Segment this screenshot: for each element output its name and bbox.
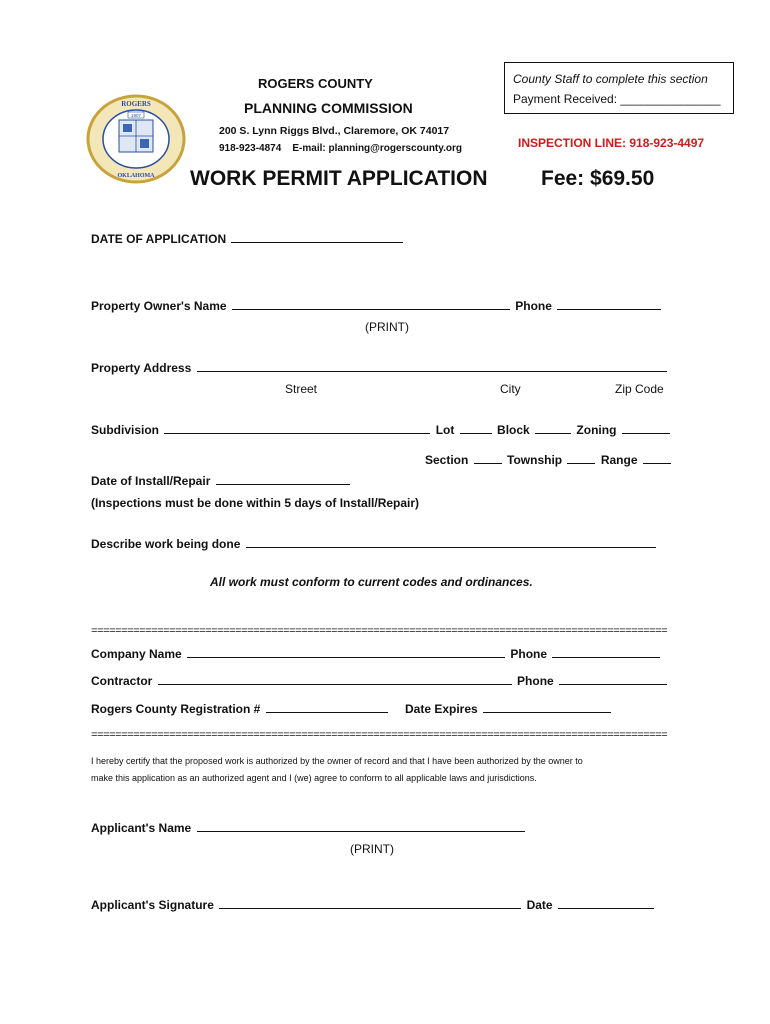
company-name-label: Company Name: [91, 647, 182, 661]
owner-print-hint: (PRINT): [365, 320, 409, 334]
applicant-name-row: [91, 820, 527, 835]
company-name-field[interactable]: [187, 646, 505, 658]
applicant-name-label: Applicant's Name: [91, 821, 192, 835]
contractor-phone-label: Phone: [517, 674, 554, 688]
describe-label: Describe work being done: [91, 537, 241, 551]
date-expires-label: Date Expires: [405, 702, 478, 716]
signature-date-field[interactable]: [558, 897, 654, 909]
registration-label: Rogers County Registration #: [91, 702, 261, 716]
company-phone-label: Phone: [510, 647, 548, 661]
range-label: Range: [600, 453, 638, 467]
contractor-row: [91, 673, 669, 688]
codes-note: All work must conform to current codes and ordinances.: [210, 575, 533, 589]
property-address-label: Property Address: [91, 361, 192, 375]
registration-row: [91, 701, 390, 716]
range-field[interactable]: [643, 452, 671, 464]
certify-line-1: I hereby certify that the proposed work is authorized by the owner of record and that I have been authorized by the owner to: [91, 756, 583, 766]
separator-bottom: ================================================================================================: [91, 730, 668, 742]
contractor-phone-field[interactable]: [559, 673, 667, 685]
contractor-label: Contractor: [91, 674, 153, 688]
owner-name-label: Property Owner's Name: [91, 299, 227, 313]
block-field[interactable]: [535, 422, 571, 434]
township-label: Township: [507, 453, 563, 467]
subdivision-field[interactable]: [164, 422, 430, 434]
owner-phone-label: Phone: [515, 299, 552, 313]
seal-year: 1907: [130, 113, 142, 118]
section-row: [425, 452, 673, 467]
registration-field[interactable]: [266, 701, 388, 713]
org-contact: 918-923-4874 E-mail: planning@rogerscounty.org: [219, 143, 462, 154]
applicant-signature-label: Applicant's Signature: [91, 898, 214, 912]
describe-row: [91, 536, 658, 551]
county-seal-logo: [86, 94, 186, 184]
owner-phone-field[interactable]: [557, 298, 661, 310]
date-of-application-row: [91, 231, 405, 246]
inspection-line: INSPECTION LINE: 918-923-4497: [518, 136, 705, 150]
section-label: Section: [425, 453, 469, 467]
date-of-application-field[interactable]: [231, 231, 403, 243]
date-install-label: Date of Install/Repair: [91, 474, 211, 488]
signature-date-label: Date: [526, 898, 553, 912]
lot-field[interactable]: [460, 422, 492, 434]
payment-received-label: Payment Received: _______________: [513, 92, 721, 106]
contractor-field[interactable]: [158, 673, 512, 685]
org-name: ROGERS COUNTY: [258, 76, 373, 91]
date-expires-row: [405, 701, 613, 716]
applicant-print-hint: (PRINT): [350, 842, 394, 856]
property-address-field[interactable]: [197, 360, 667, 372]
subdivision-row: [91, 422, 672, 437]
date-install-field[interactable]: [216, 473, 350, 485]
street-hint: Street: [285, 382, 318, 396]
page-title: WORK PERMIT APPLICATION: [190, 167, 488, 190]
lot-label: Lot: [435, 423, 455, 437]
company-row: [91, 646, 662, 661]
applicant-name-field[interactable]: [197, 820, 525, 832]
zip-hint: Zip Code: [615, 382, 664, 396]
owner-name-field[interactable]: [232, 298, 510, 310]
section-field[interactable]: [474, 452, 502, 464]
county-staff-box: [504, 62, 734, 114]
zoning-label: Zoning: [576, 423, 617, 437]
date-install-row: [91, 473, 352, 488]
certify-line-2: make this application as an authorized agent and I (we) agree to conform to all applicable laws and jurisdictions.: [91, 773, 537, 783]
company-phone-field[interactable]: [552, 646, 660, 658]
org-address: 200 S. Lynn Riggs Blvd., Claremore, OK 74017: [219, 125, 450, 137]
township-field[interactable]: [567, 452, 595, 464]
date-expires-field[interactable]: [483, 701, 611, 713]
applicant-signature-row: [91, 897, 656, 912]
city-hint: City: [500, 382, 521, 396]
org-department: PLANNING COMMISSION: [244, 100, 413, 116]
date-of-application-label: DATE OF APPLICATION: [91, 232, 227, 246]
inspection-note: (Inspections must be done within 5 days of Install/Repair): [91, 496, 420, 510]
applicant-signature-field[interactable]: [219, 897, 521, 909]
separator-top: ================================================================================================: [91, 626, 668, 638]
fee-label: Fee: $69.50: [541, 167, 655, 190]
property-address-row: [91, 360, 669, 375]
staff-box-title: County Staff to complete this section: [513, 72, 708, 86]
subdivision-label: Subdivision: [91, 423, 160, 437]
describe-field[interactable]: [246, 536, 656, 548]
svg-text:OKLAHOMA: OKLAHOMA: [117, 173, 155, 179]
svg-text:ROGERS: ROGERS: [121, 100, 151, 108]
block-label: Block: [497, 423, 530, 437]
owner-row: [91, 298, 663, 313]
zoning-field[interactable]: [622, 422, 670, 434]
